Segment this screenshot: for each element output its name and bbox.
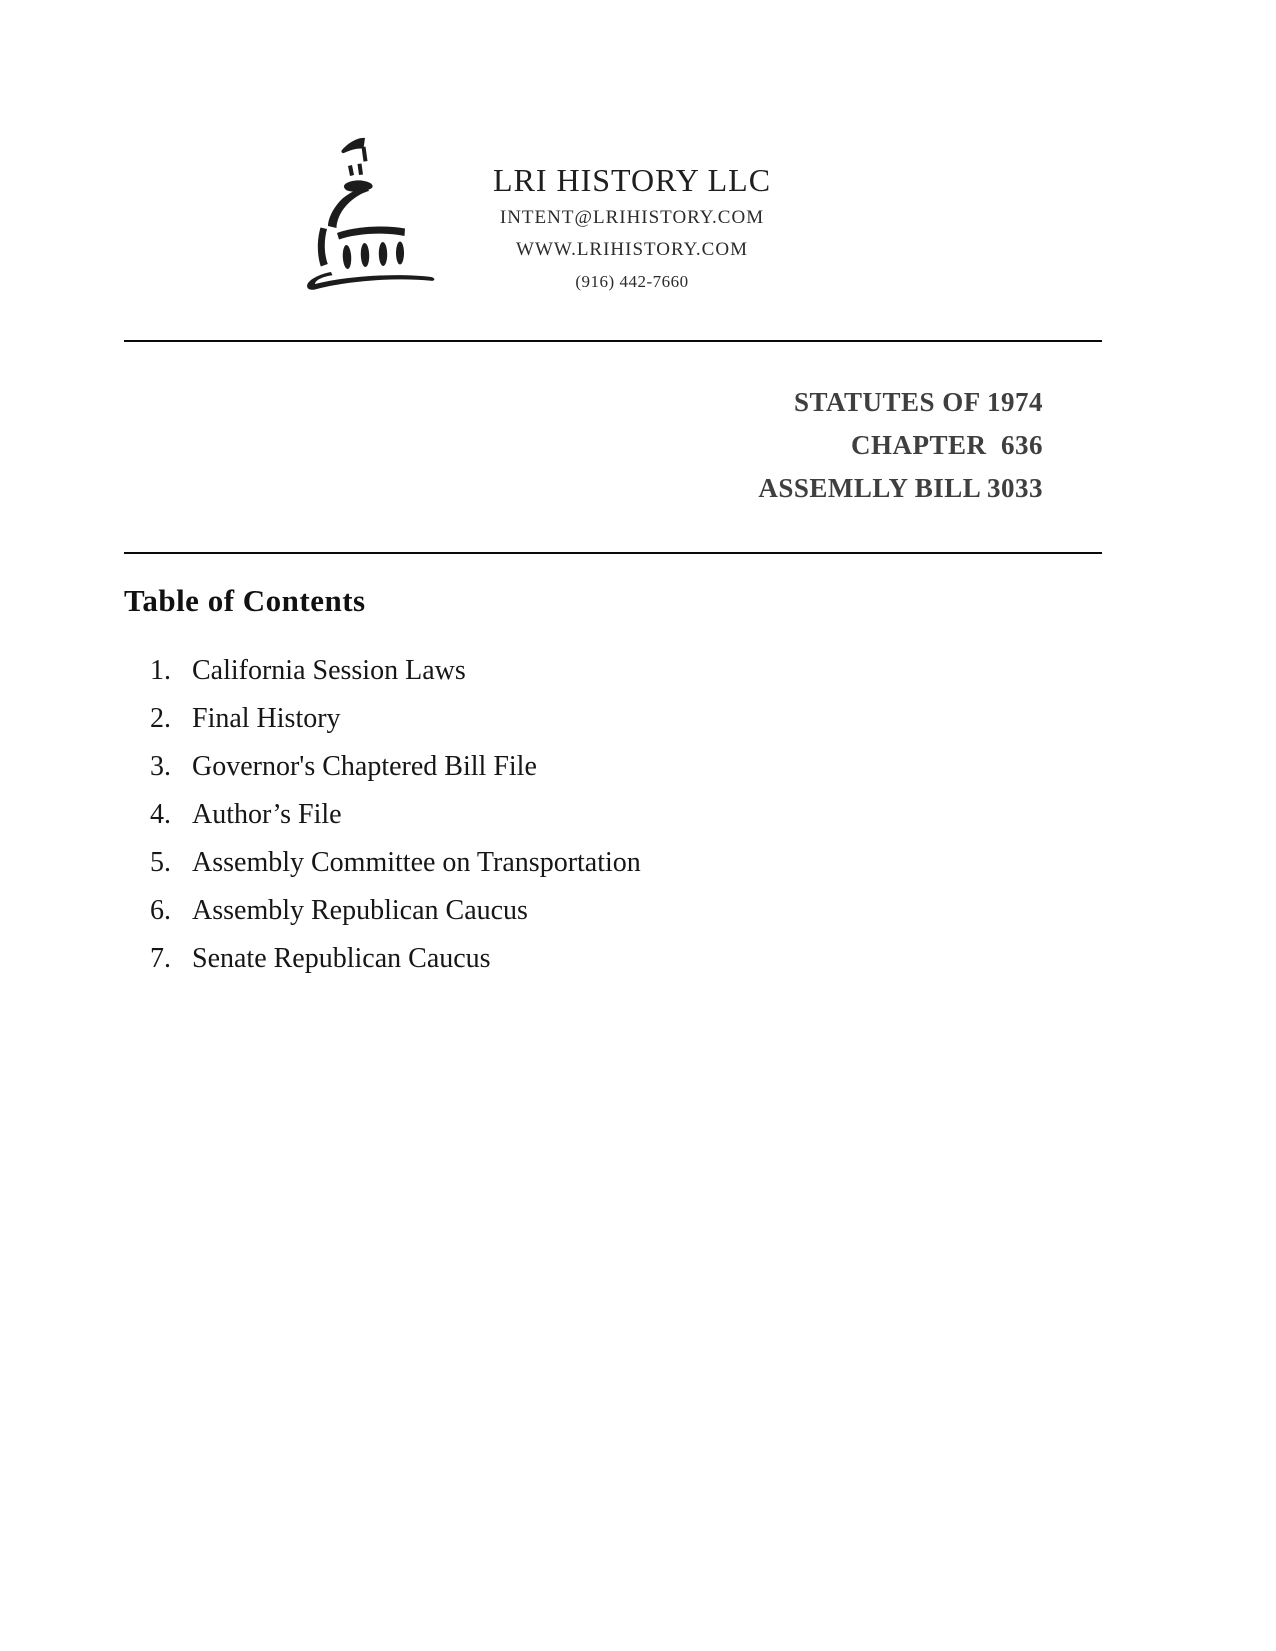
- toc-item-number: 6.: [150, 895, 171, 926]
- divider-bottom: [124, 552, 1102, 554]
- toc-item-label: Author’s File: [192, 799, 342, 830]
- toc-item-label: California Session Laws: [192, 655, 466, 686]
- company-name: LRI HISTORY LLC: [492, 162, 772, 198]
- toc-item: [124, 942, 1064, 976]
- toc-item-number: 7.: [150, 943, 171, 974]
- toc-item-number: 5.: [150, 847, 171, 878]
- toc-item-number: 4.: [150, 799, 171, 830]
- toc-item: [124, 654, 1064, 688]
- toc-item-label: Governor's Chaptered Bill File: [192, 751, 537, 782]
- toc-item: [124, 894, 1064, 928]
- citation-statutes-year: STATUTES OF 1974: [793, 387, 1043, 417]
- toc-item-number: 1.: [150, 655, 171, 686]
- company-email: INTENT@LRIHISTORY.COM: [499, 207, 765, 228]
- capitol-dome-sketch-icon: [298, 134, 446, 296]
- toc-item-number: 2.: [150, 703, 171, 734]
- citation-bill: ASSEMLLY BILL 3033: [758, 473, 1043, 503]
- toc-item: [124, 798, 1064, 832]
- toc-item-label: Final History: [192, 703, 341, 734]
- toc-item-number: 3.: [150, 751, 171, 782]
- toc-title: Table of Contents: [124, 583, 366, 618]
- toc-item: [124, 750, 1064, 784]
- toc-list: [124, 654, 1064, 990]
- toc-item: [124, 702, 1064, 736]
- company-phone: (916) 442-7660: [575, 272, 689, 291]
- citation-chapter: CHAPTER 636: [850, 430, 1043, 460]
- toc-item: [124, 846, 1064, 880]
- toc-item-label: Assembly Republican Caucus: [192, 895, 528, 926]
- toc-item-label: Assembly Committee on Transportation: [192, 847, 641, 878]
- company-website: WWW.LRIHISTORY.COM: [516, 239, 748, 260]
- statute-citation: [758, 381, 1043, 510]
- divider-top: [124, 340, 1102, 342]
- toc-item-label: Senate Republican Caucus: [192, 943, 491, 974]
